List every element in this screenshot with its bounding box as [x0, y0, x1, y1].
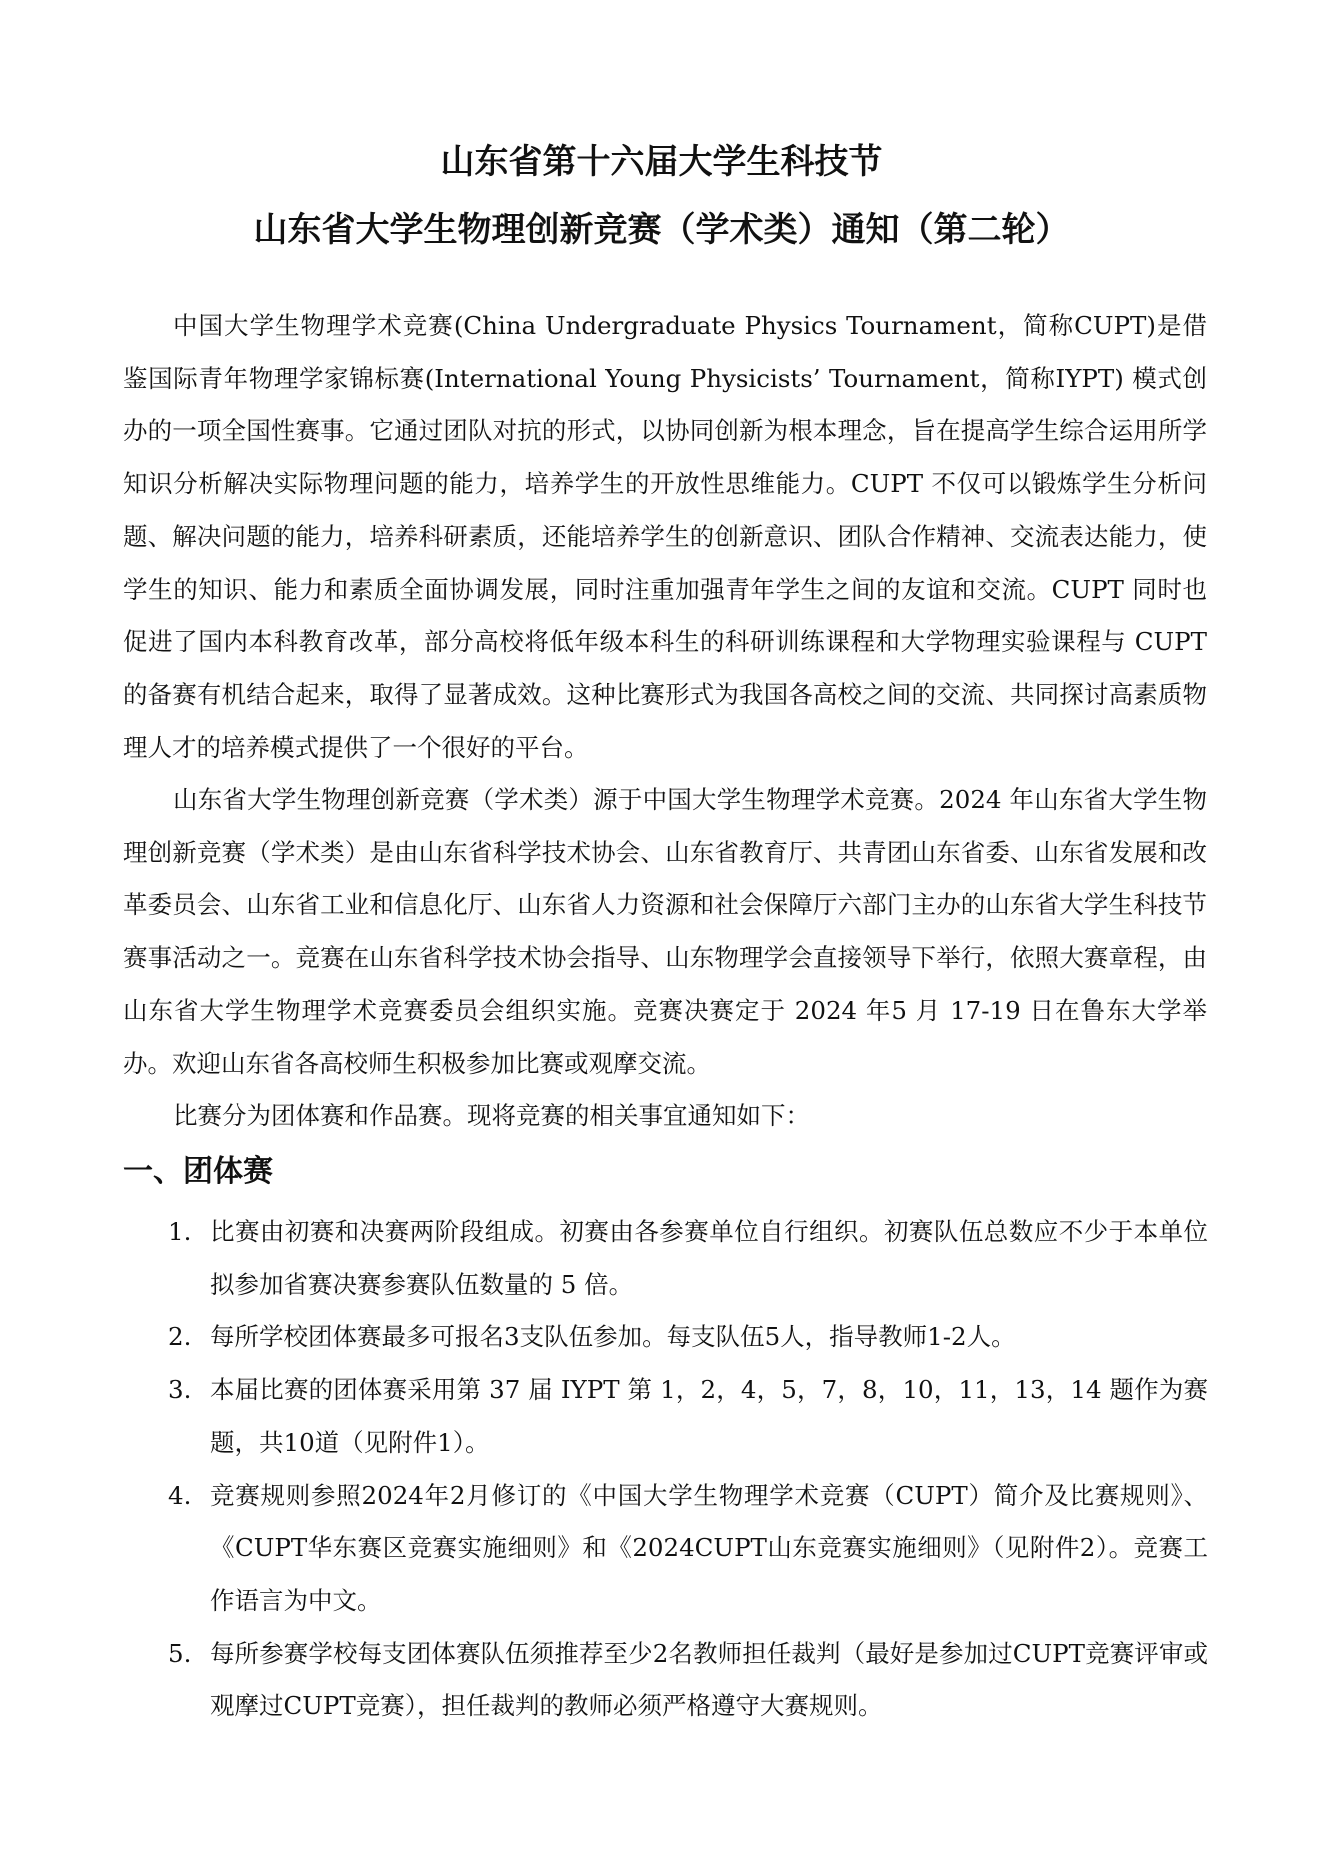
list-item-text: 本届比赛的团体赛采用第 37 届 IYPT 第 1，2，4，5，7，8，10，11，13，14 题作为赛题，共10道（见附件1）。: [210, 1375, 1208, 1457]
list-item-text: 每所参赛学校每支团体赛队伍须推荐至少2名教师担任裁判（最好是参加过CUPT竞赛评审或观摩过CUPT竞赛），担任裁判的教师必须严格遵守大赛规则。: [210, 1638, 1208, 1721]
intro-paragraph-cupt: 中国大学生物理学术竞赛(China Undergraduate Physics Tournament，简称CUPT)是借鉴国际青年物理学家锦标赛(International Young Physicists’ Tournament，简称IYPT) 模式创办的一项全国性赛事。它通过团队对抗的形式，以协同创新为根本理念，旨在提高学生综合运用所学知识分析解决实际物理问题的能力，培养学生的开放性思维能力。CUPT 不仅可以锻炼学生分析问题、解决问题的能力，培养科研素质，还能培养学生的创新意识、团队合作精神、交流表达能力，使学生的知识、能力和素质全面协调发展，同时注重加强青年学生之间的友谊和交流。CUPT 同时也促进了国内本科教育改革，部分高校将低年级本科生的科研训练课程和大学物理实验课程与 CUPT 的备赛有机结合起来，取得了显著成效。这种比赛形式为我国各高校之间的交流、共同探讨高素质物理人才的培养模式提供了一个很好的平台。: [123, 311, 1207, 762]
list-item-text: 比赛由初赛和决赛两阶段组成。初赛由各参赛单位自行组织。初赛队伍总数应不少于本单位拟参加省赛决赛参赛队伍数量的 5 倍。: [210, 1217, 1208, 1299]
list-item-number: 5.: [168, 1638, 192, 1668]
intro-paragraph-shandong: 山东省大学生物理创新竞赛（学术类）源于中国大学生物理学术竞赛。2024 年山东省大学生物理创新竞赛（学术类）是由山东省科学技术协会、山东省教育厅、共青团山东省委、山东省发展和改革委员会、山东省工业和信息化厅、山东省人力资源和社会保障厅六部门主办的山东省大学生科技节赛事活动之一。竞赛在山东省科学技术协会指导、山东物理学会直接领导下举行，依照大赛章程，由山东省大学生物理学术竞赛委员会组织实施。竞赛决赛定于 2024 年5 月 17-19 日在鲁东大学举办。欢迎山东省各高校师生积极参加比赛或观摩交流。: [123, 785, 1207, 1078]
section-heading-team: 一、团体赛: [123, 1154, 273, 1189]
list-item: [168, 1364, 1208, 1469]
list-item-number: 2.: [168, 1322, 192, 1352]
list-item-text: 每所学校团体赛最多可报名3支队伍参加。每支队伍5人，指导教师1-2人。: [210, 1322, 1016, 1352]
list-item: [168, 1311, 1208, 1364]
list-item: [168, 1206, 1208, 1311]
document-title-line2: 山东省大学生物理创新竞赛（学术类）通知（第二轮）: [253, 210, 1070, 250]
list-item: [168, 1470, 1208, 1628]
intro-paragraph-notice: 比赛分为团体赛和作品赛。现将竞赛的相关事宜通知如下：: [173, 1101, 810, 1130]
document-title-line1: 山东省第十六届大学生科技节: [440, 142, 883, 182]
list-item-number: 3.: [168, 1375, 192, 1405]
team-rules-list: [0, 1206, 1323, 1733]
list-item-number: 4.: [168, 1480, 192, 1510]
list-item-text: 竞赛规则参照2024年2月修订的《中国大学生物理学术竞赛（CUPT）简介及比赛规则》、《CUPT华东赛区竞赛实施细则》和《2024CUPT山东竞赛实施细则》（见附件2）。竞赛工作语言为中文。: [210, 1480, 1208, 1615]
list-item-number: 1.: [168, 1217, 192, 1246]
list-item: [168, 1628, 1208, 1733]
